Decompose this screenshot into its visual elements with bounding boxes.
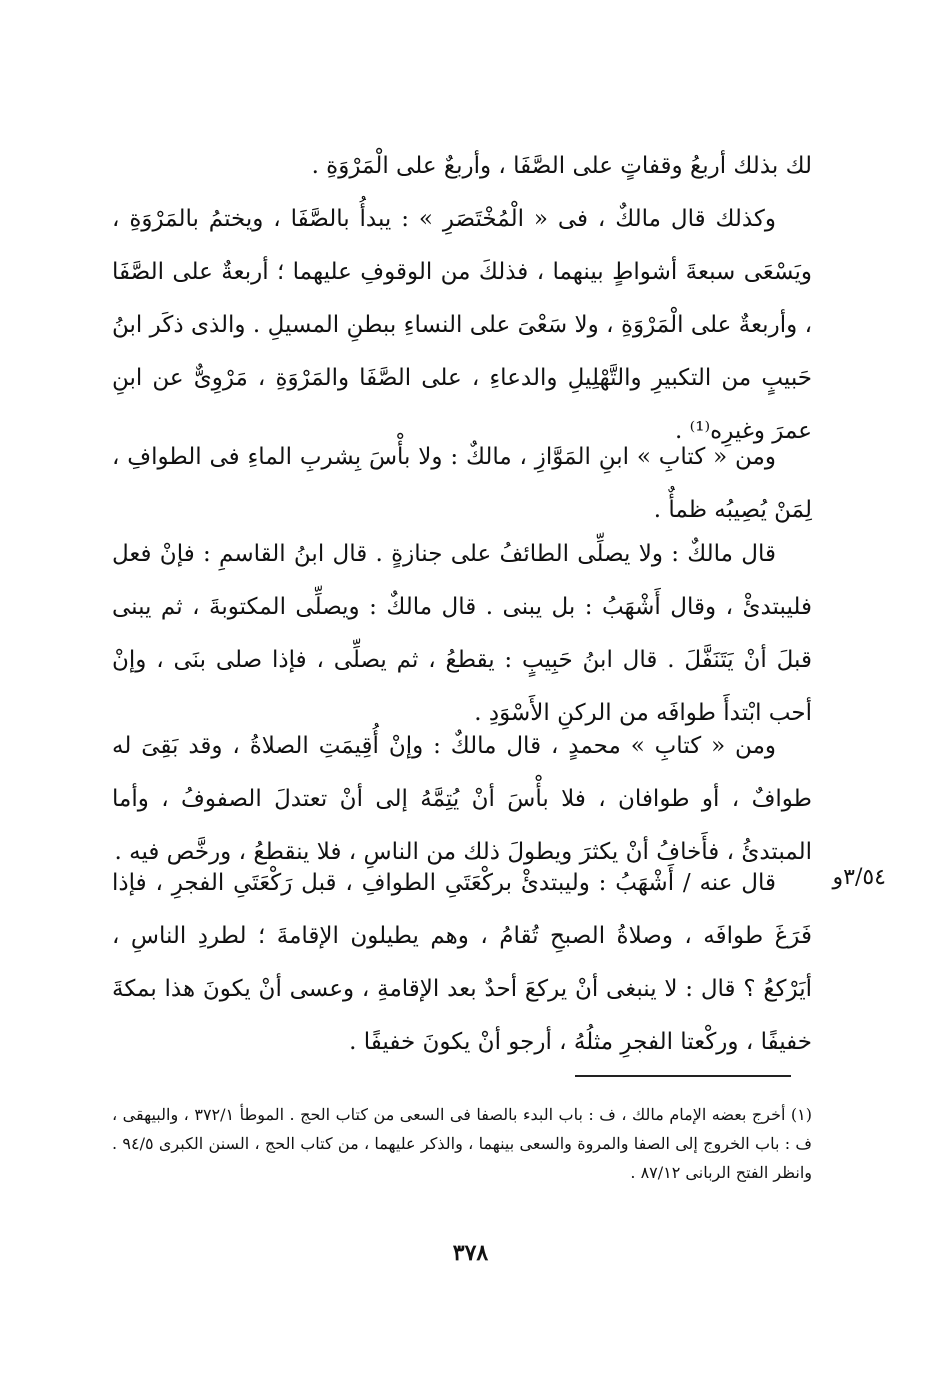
page-number: ٣٧٨ <box>452 1240 489 1266</box>
footnote: (١) أخرج بعضه الإمام مالك ، ف : باب البدء بالصفا فى السعى من كتاب الحج . الموطأ ٣٧٢/١ ، والبيهقى ، ف : باب الخروج إلى الصفا والمروة والسعى بينهما ، والذكر عليهما ، من كتاب الحج ، السنن الكبرى ٩٤/٥ . وانظر الفتح الربانى ٨٧/١٢ . <box>112 1105 813 1182</box>
paragraph-3: ومن « كتابِ » ابنِ المَوَّازِ ، مالكٌ : ولا بأْسَ بِشربِ الماءِ فى الطوافِ ، لِمَنْ يُصِيبُه ظمأٌ . <box>112 444 812 523</box>
paragraph-1: لك بذلك أربعُ وقفاتٍ على الصَّفَا ، وأربعٌ على الْمَرْوَةِ . <box>311 153 812 179</box>
paragraph-6: قال عنه / أَشْهَبُ : وليبتدئْ بركْعَتَىِ الطوافِ ، قبل رَكْعَتَىِ الفجرِ ، فإذا فَرَغَ طوافَه ، وصلاةُ الصبحِ تُقامُ ، وهم يطيلون الإقامةَ ؛ لطردِ الناسِ ، أيَرْكعُ ؟ قال : لا ينبغى أنْ يركعَ أحدٌ بعد الإقامةِ ، وعسى أنْ يكونَ هذا بمكةَ خفيفًا ، وركْعتا الفجرِ مثلُهُ ، أرجو أنْ يكونَ خفيفًا . <box>112 870 812 1055</box>
footnote-separator <box>575 1075 791 1077</box>
manuscript-folio-note: ٣/٥٤و <box>832 865 886 890</box>
paragraph-5: ومن « كتابِ » محمدٍ ، قال مالكٌ : وإنْ أُقِيمَتِ الصلاةُ ، وقد بَقِىَ له طوافٌ ، أو طوافان ، فلا بأْسَ أنْ يُتِمَّهُ إلى أنْ تعتدلَ الصفوفُ ، وأما المبتدئُ ، فأَخافُ أنْ يكثرَ ويطولَ ذلك من الناسِ ، فلا ينقطعُ ، ورخَّص فيه . <box>112 733 812 865</box>
paragraph-4: قال مالكٌ : ولا يصلِّى الطائفُ على جنازةٍ . قال ابنُ القاسمِ : فإنْ فعل فليبتدئْ ، وقال أَشْهَبُ : بل يبنى . قال مالكٌ : ويصلِّى المكتوبةَ ، ثم يبنى قبلَ أنْ يَتَنَفَّلَ . قال ابنُ حَبِيبٍ : يقطعُ ، ثم يصلِّى ، فإذا صلى بنَى ، وإنْ أحب ابْتدأَ طوافَه من الركنِ الأَسْوَدِ . <box>112 541 812 726</box>
paragraph-2: وكذلك قال مالكٌ ، فى « الْمُخْتَصَرِ » : يبدأُ بالصَّفَا ، ويختمُ بالمَرْوَةِ ، ويَسْعَى سبعةَ أشواطٍ بينهما ، فذلكَ من الوقوفِ عليهما ؛ أربعةٌ على الصَّفَا ، وأربعةٌ على الْمَرْوَةِ ، ولا سَعْىَ على النساءِ ببطنِ المسيلِ . والذى ذكَر ابنُ حَبيبٍ من التكبيرِ والتَّهْلِيلِ والدعاءِ ، على الصَّفَا والمَرْوَةِ ، مَرْوِىٌّ عن ابنِ عمرَ وغيرِه⁽¹⁾ . <box>112 206 812 444</box>
